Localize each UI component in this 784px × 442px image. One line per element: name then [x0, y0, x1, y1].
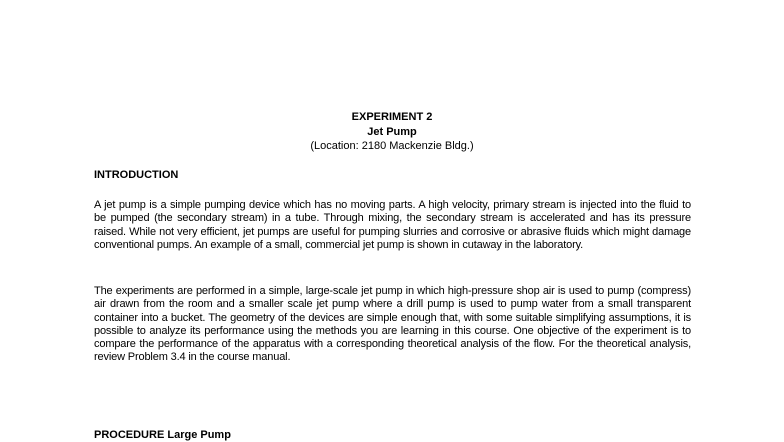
title-block	[0, 110, 784, 154]
introduction-paragraph-1: A jet pump is a simple pumping device which has no moving parts. A high velocity, primary stream is injected into the fluid to be pumped (the secondary stream) in a tube. Through mixing, the secondary stream is accelerated and has its pressure raised. While not very efficient, jet pumps are useful for pumping slurries and corrosive or abrasive fluids which might damage conventional pumps. An example of a small, commercial jet pump is shown in cutaway in the laboratory.	[94, 199, 691, 251]
introduction-heading: INTRODUCTION	[94, 169, 179, 181]
experiment-title: EXPERIMENT 2	[351, 111, 433, 123]
introduction-paragraph-2: The experiments are performed in a simple, large-scale jet pump in which high-pressure shop air is used to pump (compress) air drawn from the room and a smaller scale jet pump where a drill pump is used to pump water from a small transparent container into a bucket. The geometry of the devices are simple enough that, with some suitable simplifying assumptions, it is possible to analyze its performance using the methods you are learning in this course. One objective of the experiment is to compare the performance of the apparatus with a corresponding theoretical analysis of the flow. For the theoretical analysis, review Problem 3.4 in the course manual.	[94, 285, 691, 364]
procedure-heading-prefix: PROCEDURE	[94, 429, 165, 441]
procedure-heading	[94, 429, 231, 442]
procedure-heading-suffix: Large Pump	[167, 429, 231, 441]
experiment-location: (Location: 2180 Mackenzie Bldg.)	[310, 140, 474, 152]
experiment-subtitle: Jet Pump	[367, 125, 417, 138]
